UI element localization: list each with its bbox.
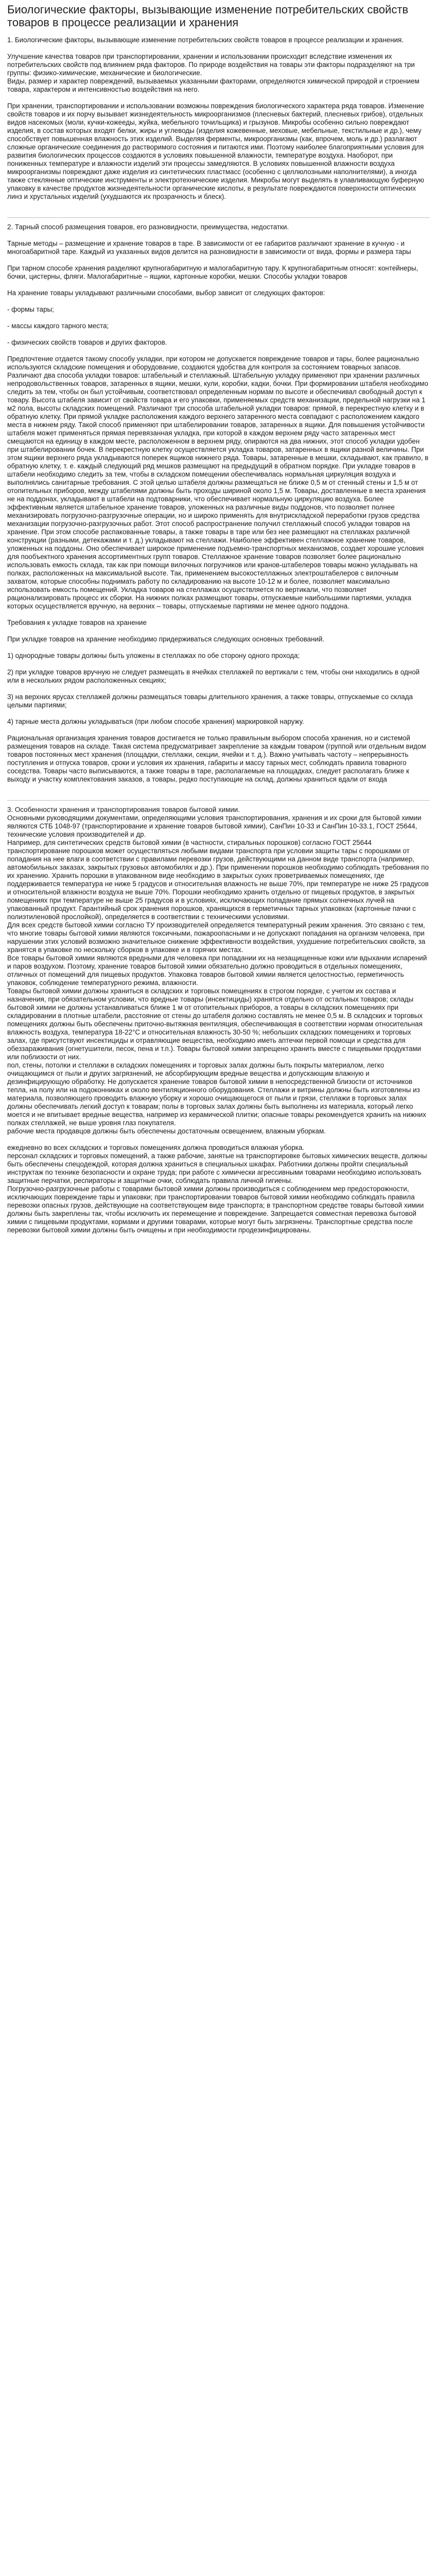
document-page xyxy=(0,0,436,1255)
paragraph: Погрузочно-разгрузочные работы с товарами бытовой химии должны производиться с соблюдением мер предосторожности, исключающих повреждение тары и упаковки; при транспортировании товаров бытовой химии необходимо соблюдать правила перевозки опасных грузов, действующие на соответствующем виде транспорта; в транспортном средстве товары бытовой химии должны быть закреплены так, чтобы исключить их перемещение и повреждение. Запрещается совместная перевозка бытовой химии с пищевыми продуктами, кормами и другими товарами, которые могут быть загрязнены. Транспортные средства после перевозки бытовой химии должны быть очищены и при необходимости продезинфицированы. xyxy=(7,1185,424,1234)
document-section-3 xyxy=(7,806,430,1234)
paragraph: Товары бытовой химии должны храниться в складских и торговых помещениях в строгом порядке, с учетом их состава и назначения, при обязательном условии, что вредные товары (инсектициды) хранятся отдельно от остальных товаров; склады бытовой химии не должны устанавливаться ближе 1 м от отопительных приборов, а товары в складских помещениях при складировании в плотные штабели, расстояние от стены до штабеля должно составлять не менее 0,5 м. В складских и торговых помещениях должны быть обеспечены приточно-вытяжная вентиляция, обеспечивающая в соответствии нормам относительная влажность воздуха, температура 18-22°С и относительная влажность 30-50 %; небольших складских помещениях и торговых залах, где присутствуют инсектициды и отравляющие вещества, необходимо иметь аптечки первой помощи и средства для обеззараживания (огнетушители, песок, пена и т.п.). Товары бытовой химии запрещено хранить вместе с пищевыми продуктами или поблизости от них. xyxy=(7,987,423,1061)
paragraph: Предпочтение отдается такому способу укладки, при котором не допускается повреждение товаров и тары, более рационально используются складские помещения и оборудование, создаются удобства для контроля за состоянием товарных запасов. Различают два способа укладки товаров: штабельный и стеллажный. Штабельную укладку применяют при хранении различных непродовольственных товаров, затаренных в ящики, мешки, кули, коробки, кадки, бочки. При формировании штабеля необходимо следить за тем, чтобы он был устойчивым, соответствовал определенным нормам по высоте и обеспечивал свободный доступ к товару. Высота штабеля зависит от свойств товара и его упаковки, применяемых средств механизации, предельной нагрузки на 1 м2 пола, высоты складских помещений. Различают три способа штабельной укладки товаров: прямой, в перекрестную клетку и в обратную клетку. При прямой укладке расположения каждого верхнего затаренного места совпадают с расположением каждого места в нижнем ряду. Такой способ применяют при штабелировании товаров, затаренных в ящики. Для повышения устойчивости штабеля может применяться прямая перевязанная укладка, при которой в каждом верхнем ряду часто затаренных мест смещаются на единицу в каждом месте, расположенном в верхнем ряду, опираются на два нижних, этот способ укладки удобен при штабелировании бочек. В перекрестную клетку осуществляется укладка товаров, затаренных в ящики разной величины. При этом ящики верхнего ряда укладываются поперек ящиков нижнего ряда. Товары, затаренные в мешки, складывают, как правило, в обратную клетку, т. е. каждый следующий ряд мешков размещают на предыдущий в обратном порядке. При укладке товаров в штабели необходимо следить за тем, чтобы в складском помещении обеспечивалась нормальная циркуляция воздуха и выполнялись санитарные требования. С этой целью штабеля должны размещаться не ближе 0,5 м от стенный стены и 1,5 м от отопительных приборов, между штабелями должны быть проходы шириной около 1,5 м. Товары, доставленные в места хранения не на поддонах, укладывают в штабели на подтоварники, что обеспечивает нормальную циркуляцию воздуха. Более эффективным является штабельное хранение товаров, уложенных на различные виды поддонов, что позволяет полнее механизировать погрузочно-разгрузочные операции, но и широко применять для внутрискладской переработки грузов средства механизации погрузочно-разгрузочных работ. Этот способ распространение получил стеллажный способ укладки товаров на хранение. При этом способе распакованные товары, а также товары в таре или без нее размещают на стеллажах различной конструкции (разными, детекажами и т. д.) укладывают на стеллажи. Наиболее эффективен стеллажное хранение товаров, уложенных на поддоны. Оно обеспечивает широкое применение подъемно-транспортных механизмов, создает хорошие условия для пообъектного хранения ассортиментных групп товаров. Стеллажное хранение товаров позволяет более рационально использовать емкость склада, так как при помощи вилочных погрузчиков или кранов-штабелеров товары можно укладывать на полках, расположенных на максимальной высоте. Так, применением высокостеллажных электроштабелеров с вилочным захватом, которые способны поднимать работу по складированию на высоте 10-12 м и более, позволяет максимально использовать емкость помещений. Укладка товаров на стеллажах осуществляется по вертикали, что позволяет рационализировать процесс их сборки. На нижних полках размещают товары, отпускаемые наибольшими партиями, укладка которых осуществляется вручную, на верхних – товары, отпускаемые партиями не менее одного поддона. xyxy=(7,355,429,610)
section-heading: 1. Биологические факторы, вызывающие изменение потребительских свойств товаров в процессе реализации и хранения. xyxy=(7,36,404,44)
paragraph: 1) однородные товары должны быть уложены в стеллажах по обе сторону одного прохода; xyxy=(7,652,300,659)
paragraph: При хранении, транспортировании и использовании возможны повреждения биологического характера ряда товаров. Изменение свойств товаров и их порчу вызывает жизнедеятельность микроорганизмов (плесневых бактерий, плесневых грибов), отдельных видов насекомых (моли, кучки-кожееды, жуйка, мебельного точильщика) и грызунов. Микробы особенно сильно повреждают изделия, в состав которых входят белки, жиры и углеводы (изделия кожевенные, меховые, мебельные, текстильные и др.), чему способствует повышенная влажность этих изделий. Выделяя ферменты, микроорганизмы (как, впрочем, моль и др.) разлагают сложные органические соединения до растворимого состояния и питаются ими. Поэтому наиболее благоприятными условия для развития биологических процессов создаются в условиях повышенной влажности, температуре воздуха. Наоборот, при пониженных температуре и влажности изделий эти процессы замедляются. В условиях повышенной влажности воздуха микроорганизмы повреждают даже изделия из синтетических пластмасс (особенно с целлюлозными наполнителями), а иногда также стеклянные оптические инструменты и электротехнические изделия. Микробы могут выделять в улавливающую буферную упаковку в качестве продуктов жизнедеятельности органические кислоты, в результате повреждаются поверхности оптических линз и хрустальных изделий (ухудшаются их прозрачность и блеск). xyxy=(7,102,424,200)
document-title: Биологические факторы, вызывающие изменение потребительских свойств товаров в процессе реализации и хранения xyxy=(7,3,409,29)
document-body xyxy=(7,36,430,1234)
paragraph: - формы тары; xyxy=(7,306,54,313)
paragraph: - физических свойств товаров и других факторов. xyxy=(7,338,167,346)
paragraph: - массы каждого тарного места; xyxy=(7,322,109,330)
paragraph: Например, для синтетических средств бытовой химии (в частности, стиральных порошков) согласно ГОСТ 25644 транспортирование порошков может осуществляться любыми видами транспорта при условии защиты тары с порошками от попадания на нее влаги в соответствии с правилами перевозки грузов, действующими на данном виде транспорта (например, автомобильных заказах, закрытых грузовых автомобилях и др.). При применении порошков необходимо соблюдать требования по их хранению. Хранить порошки в упакованном виде необходимо в закрытых сухих проветриваемых помещениях, где поддерживается температура не ниже 5 градусов и относительная влажность не выше 70%, при температуре не ниже 25 градусов и относительной влажности воздуха не выше 70%. Порошки необходимо хранить отдельно от пищевых продуктов, в закрытых помещениях при температуре не выше 25 градусов и в условиях, исключающих попадание прямых солнечных лучей на упакованный продукт. Гарантийный срок хранения порошков, хранящихся в герметичных тарных упаковках (картонные пачки с полиэтиленовой прослойкой), определяется в соответствии с техническими условиями. xyxy=(7,839,429,921)
section-divider xyxy=(7,217,430,218)
paragraph: Для всех средств бытовой химии согласно ТУ производителей определяется температурный режим хранения. Это связано с тем, что многие товары бытовой химии являются токсичными, пожароопасными и не допускают попадания на организм человека, при нарушении этих условий возможно значительное снижение эффективности воздействия, ухудшение потребительских свойств, за хранятся в упаковке по нескольку сборков в упаковке и в горячих местах. xyxy=(7,921,426,954)
paragraph: 3) на верхних ярусах стеллажей должны размещаться товары длительного хранения, а также товары, отпускаемые со склада целыми партиями; xyxy=(7,693,413,709)
paragraph: персонал складских и торговых помещений, а также рабочие, занятые на транспортировке бытовых химических веществ, должны быть обеспечены спецодеждой, которая должна храниться в специальных шкафах. Работники должны пройти специальный инструктаж по технике безопасности и охране труда; при работе с химически агрессивными товарами необходимо использовать защитные перчатки, респираторы и защитные очки, соблюдать правила личной гигиены. xyxy=(7,1152,427,1184)
paragraph: Улучшение качества товаров при транспортировании, хранении и использовании происходит вследствие изменения их потребительских свойств под влиянием ряда факторов. По природе воздействия на товары эти факторы подразделяют на три группы: физико-химические, механические и биологические. xyxy=(7,53,415,77)
paragraph: На хранение товары укладывают различными способами, выбор зависит от следующих факторов: xyxy=(7,289,325,297)
section-heading: 2. Тарный способ размещения товаров, его разновидности, преимущества, недостатки. xyxy=(7,223,289,231)
paragraph: 2) при укладке товаров вручную не следует размещать в ячейках стеллажей по вертикали с тем, чтобы они находились в одной или в нескольких рядом расположенных секциях; xyxy=(7,668,420,684)
paragraph: Требования к укладке товаров на хранение xyxy=(7,619,147,626)
document-section-2 xyxy=(7,223,430,784)
section-divider xyxy=(7,800,430,801)
paragraph: При укладке товаров на хранение необходимо придерживаться следующих основных требований. xyxy=(7,635,325,643)
paragraph: Основными руководящими документами, определяющими условия транспортирования, хранения и их сроки для бытовой химии являются СТБ 1048-97 (транспортирование и хранение товаров бытовой химии), СанПин 10-33 и СанПин 10-33.1, ГОСТ 25644, технические условия производителей и др. xyxy=(7,814,422,838)
paragraph: Все товары бытовой химии являются вредными для человека при попадании их на незащищенные кожи или вдыхании испарений и паров воздухом. Поэтому, хранение товаров бытовой химии обязательно должно проводиться в отдельных помещениях, отличных от помещений для пищевых продуктов. Упаковка товаров бытовой химии является целостностью, герметичность упаковок, соблюдение температурного режима, влажности. xyxy=(7,954,427,987)
section-heading: 3. Особенности хранения и транспортирования товаров бытовой химии. xyxy=(7,806,240,814)
paragraph: Тарные методы – размещение и хранение товаров в таре. В зависимости от ее габаритов различают хранение в кучную - и многоабаритной таре. Каждый из указанных видов делится на разновидности в зависимости от вида, формы и размера тары xyxy=(7,240,411,256)
paragraph: ежедневно во всех складских и торговых помещениях должна проводиться влажная уборка. xyxy=(7,1144,304,1151)
document-section-1 xyxy=(7,36,430,201)
paragraph: 4) тарные места должны укладываться (при любом способе хранения) маркировкой наружу. xyxy=(7,718,304,725)
paragraph: Виды, размер и характер повреждений, вызываемых указанными факторами, определяются химической природой и строением товара, характером и интенсивностью воздействия на него. xyxy=(7,77,420,93)
paragraph: При тарном способе хранения разделяют крупногабаритную и малогабаритную тару. К крупногабаритным относят: контейнеры, бочки, цистерны, фляги. Малогабаритные – ящики, картонные коробки, мешки. Способы укладки товаров xyxy=(7,264,418,280)
paragraph: пол, стены, потолки и стеллажи в складских помещениях и торговых залах должны быть покрыты материалом, легко очищающимся от пыли и других загрязнений, не абсорбирующим вредные вещества и допускающим влажную и дезинфицирующую обработку. Не допускается хранение товаров бытовой химии в непосредственной близости от источников тепла, на полу или на подоконниках и около вентиляционного оборудования. Стеллажи и витрины должны быть изготовлены из материала, позволяющего проводить влажную уборку и хорошо очищающегося от пыли и грязи, стеллажи в торговых залах должны обеспечивать легкий доступ к товарам; полы в торговых залах должны быть выполнены из материала, который легко моется и не впитывает вредные вещества, например из керамической плитки; опасные товары рекомендуется хранить на нижних полках стеллажей, не выше уровня глаз покупателя. xyxy=(7,1061,426,1127)
paragraph: рабочие места продавцов должны быть обеспечены достаточным освещением, влажным уборкам. xyxy=(7,1127,326,1135)
paragraph: Рациональная организация хранения товаров достигается не только правильным выбором способа хранения, но и системой размещения товаров на складе. Такая система предусматривает закрепление за каждым товаром (группой или отдельным видом товаров постоянных мест хранения (площадки, стеллажи, секции, ячейки и т. д.). Важно учитывать частоту – непрерывность поступления и отпуска товаров, сроки и условия их хранения, габариты и массу тарных мест, соблюдать правила товарного соседства. Товары часто выписываются, а также товары в таре, располагаемые на площадках, следует располагать ближе к выходу и участку комплектования заказов, а товары, редко поступающие на склад, должны храниться вдали от входа xyxy=(7,734,426,783)
